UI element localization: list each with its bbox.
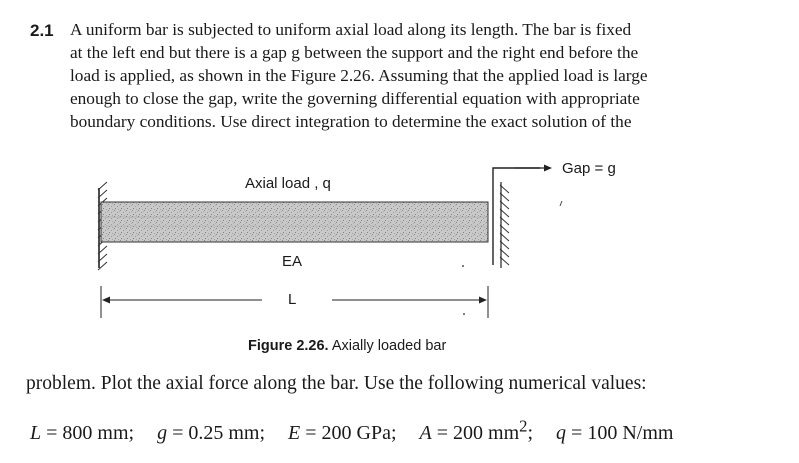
figure-caption-text: Axially loaded bar — [328, 338, 447, 354]
figure-caption-number: Figure 2.26. — [248, 338, 329, 354]
problem-text-line-3: load is applied, as shown in the Figure 2.26. Assuming that the applied load is large — [70, 66, 648, 85]
problem-text-line-2: at the left end but there is a gap g between the support and the right end before the — [70, 43, 639, 62]
value-modulus: E = 200 GPa; — [288, 421, 397, 444]
ea-label: EA — [282, 253, 303, 270]
value-area: A = 200 $mm^2$; — [419, 416, 534, 444]
scan-mark — [560, 201, 562, 206]
axial-load-label: Axial load , q — [245, 175, 331, 192]
problem-text-line-1: A uniform bar is subjected to uniform axial load along its length. The bar is fixed — [70, 20, 632, 39]
value-load: q = 100 N/mm — [556, 421, 674, 444]
numerical-values — [30, 416, 691, 445]
problem-continuation: problem. Plot the axial force along the bar. Use the following numerical values: — [26, 373, 647, 394]
figure-caption — [248, 338, 446, 354]
value-gap: g = 0.25 mm; — [157, 421, 266, 444]
gap-label: Gap = g — [562, 160, 616, 177]
gap-arrow — [515, 165, 552, 172]
bar — [101, 202, 488, 242]
length-label: L — [288, 291, 297, 308]
right-wall-support — [493, 168, 540, 268]
problem-number: 2.1 — [30, 21, 54, 40]
problem-text-line-5: boundary conditions. Use direct integration to determine the exact solution of the — [70, 112, 632, 131]
value-length: L = 800 mm; — [30, 421, 135, 444]
problem-text-line-4: enough to close the gap, write the governing differential equation with appropriate — [70, 89, 640, 108]
